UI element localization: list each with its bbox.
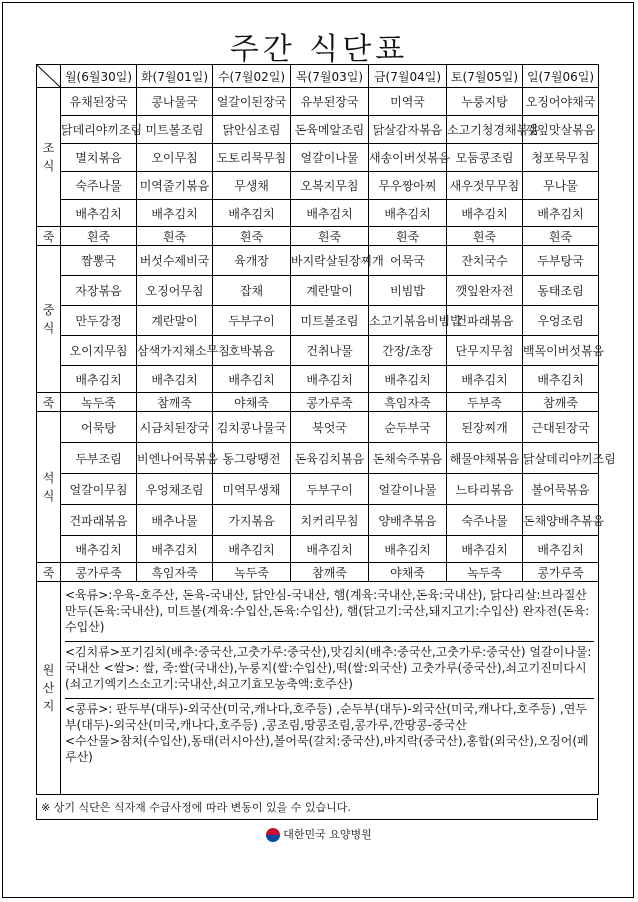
lunch-menu-item: 계란말이 [291, 276, 369, 306]
dinner-menu-item: 볼어묵볶음 [523, 474, 599, 505]
breakfast-menu-item: 미역국 [369, 88, 447, 116]
lunch-menu-item: 자장볶음 [61, 276, 137, 306]
dinner-row [37, 536, 599, 563]
breakfast-menu-item: 배추김치 [369, 200, 447, 227]
breakfast-menu-item: 닭데리야끼조림 [61, 116, 137, 144]
porridge-label: 죽 [37, 563, 61, 582]
meal-label-text: 조식 [42, 141, 55, 173]
dinner-porridge: 콩가루죽 [61, 563, 137, 582]
lunch-menu-item: 동태조림 [523, 276, 599, 306]
lunch-menu-item: 잔치국수 [447, 246, 523, 276]
lunch-menu-item: 배추김치 [291, 366, 369, 393]
dinner-menu-item: 배추김치 [447, 536, 523, 563]
breakfast-menu-item: 미역줄기볶음 [137, 172, 213, 200]
lunch-menu-item: 두부탕국 [523, 246, 599, 276]
dinner-menu-item: 배추나물 [137, 505, 213, 536]
lunch-row [37, 306, 599, 336]
dinner-menu-item: 건파래볶음 [61, 505, 137, 536]
breakfast-row [37, 144, 599, 172]
breakfast-menu-item: 깻잎맛살볶음 [523, 116, 599, 144]
lunch-menu-item: 깻잎완자전 [447, 276, 523, 306]
lunch-porridge: 흑임자죽 [369, 393, 447, 412]
notice-text: ※ 상기 식단은 식자재 수급사정에 따라 변동이 있을 수 있습니다. [36, 798, 598, 820]
dinner-menu-item: 돈채숙주볶음 [369, 443, 447, 474]
day-header: 금(7월04일) [369, 65, 447, 88]
breakfast-menu-item: 유채된장국 [61, 88, 137, 116]
origin-text: <김치류>포기김치(배추:중국산,고춧가루:중국산),맛김치(배추:중국산,고춧가루:중국산) 얼갈이나물:국내산 <쌀>: 쌀, 죽:쌀(국내산),누룽지(쌀:수입산),떡(쌀:외국산) 고춧가루(중국산),쇠고기진미다시(쇠고기엑기스소고기:국내산,쇠고기효모농축액:호주산) [65, 645, 592, 691]
dinner-menu-item: 두부구이 [291, 474, 369, 505]
lunch-menu-item: 우엉조림 [523, 306, 599, 336]
porridge-label: 죽 [37, 393, 61, 412]
lunch-menu-item: 간장/초장 [369, 336, 447, 366]
dinner-label [37, 412, 61, 563]
breakfast-menu-item: 닭안심조림 [213, 116, 291, 144]
dinner-menu-item: 배추김치 [61, 536, 137, 563]
breakfast-menu-item: 배추김치 [523, 200, 599, 227]
lunch-label [37, 246, 61, 393]
dinner-menu-item: 양배추볶음 [369, 505, 447, 536]
origin-meat [65, 585, 594, 642]
lunch-menu-item: 육개장 [213, 246, 291, 276]
breakfast-menu-item: 무나물 [523, 172, 599, 200]
breakfast-menu-item: 배추김치 [137, 200, 213, 227]
hospital-name: 대한민국 요양병원 [283, 828, 372, 841]
breakfast-menu-item: 소고기청경채볶음 [447, 116, 523, 144]
dinner-menu-item: 된장찌개 [447, 412, 523, 443]
dinner-menu-item: 배추김치 [291, 536, 369, 563]
dinner-menu-item: 순두부국 [369, 412, 447, 443]
dinner-menu-item: 비엔나어묵볶음 [137, 443, 213, 474]
breakfast-menu-item: 오이무침 [137, 144, 213, 172]
breakfast-menu-item: 누룽지탕 [447, 88, 523, 116]
dinner-porridge: 야채죽 [369, 563, 447, 582]
dinner-menu-item: 두부조림 [61, 443, 137, 474]
day-header: 월(6월30일) [61, 65, 137, 88]
lunch-menu-item: 짬뽕국 [61, 246, 137, 276]
breakfast-menu-item: 청포묵무침 [523, 144, 599, 172]
breakfast-row [37, 88, 599, 116]
lunch-menu-item: 두부구이 [213, 306, 291, 336]
dinner-menu-item: 배추김치 [523, 536, 599, 563]
lunch-menu-item: 건취나물 [291, 336, 369, 366]
lunch-menu-item: 백목이버섯볶음 [523, 336, 599, 366]
lunch-porridge: 두부죽 [447, 393, 523, 412]
breakfast-row [37, 200, 599, 227]
header-row [37, 65, 599, 88]
lunch-menu-item: 오징어무침 [137, 276, 213, 306]
lunch-menu-item: 버섯수제비국 [137, 246, 213, 276]
lunch-porridge: 참깨죽 [523, 393, 599, 412]
dinner-menu-item: 얼갈이무침 [61, 474, 137, 505]
breakfast-porridge: 흰죽 [137, 227, 213, 246]
breakfast-label [37, 88, 61, 227]
day-header: 일(7월06일) [523, 65, 599, 88]
dinner-menu-item: 얼갈이나물 [369, 474, 447, 505]
dinner-menu-item: 치커리무침 [291, 505, 369, 536]
breakfast-menu-item: 배추김치 [61, 200, 137, 227]
dinner-menu-item: 어묵탕 [61, 412, 137, 443]
breakfast-menu-item: 배추김치 [213, 200, 291, 227]
dinner-menu-item: 북엇국 [291, 412, 369, 443]
lunch-porridge-row [37, 393, 599, 412]
dinner-menu-item: 우엉채조림 [137, 474, 213, 505]
dinner-menu-item: 미역무생채 [213, 474, 291, 505]
breakfast-porridge: 흰죽 [213, 227, 291, 246]
lunch-menu-item: 계란말이 [137, 306, 213, 336]
breakfast-menu-item: 오복지무침 [291, 172, 369, 200]
dinner-menu-item: 배추김치 [369, 536, 447, 563]
page-title: 주간 식단표 [229, 32, 409, 67]
lunch-porridge: 녹두죽 [61, 393, 137, 412]
lunch-porridge: 참깨죽 [137, 393, 213, 412]
day-header: 목(7월03일) [291, 65, 369, 88]
lunch-menu-item: 배추김치 [523, 366, 599, 393]
dinner-row [37, 443, 599, 474]
lunch-porridge: 야채죽 [213, 393, 291, 412]
breakfast-menu-item: 도토리묵무침 [213, 144, 291, 172]
breakfast-menu-item: 숙주나물 [61, 172, 137, 200]
meal-label-text: 중식 [42, 303, 55, 335]
breakfast-porridge: 흰죽 [369, 227, 447, 246]
lunch-menu-item: 배추김치 [61, 366, 137, 393]
dinner-menu-item: 닭살데리야끼조림 [523, 443, 599, 474]
dinner-porridge-row [37, 563, 599, 582]
breakfast-row [37, 172, 599, 200]
dinner-menu-item: 배추김치 [137, 536, 213, 563]
lunch-menu-item: 미트볼조림 [291, 306, 369, 336]
lunch-menu-item: 어묵국 [369, 246, 447, 276]
lunch-row [37, 366, 599, 393]
dinner-porridge: 흑임자죽 [137, 563, 213, 582]
breakfast-menu-item: 새송이버섯볶음 [369, 144, 447, 172]
lunch-menu-item: 잡채 [213, 276, 291, 306]
dinner-menu-item: 느타리볶음 [447, 474, 523, 505]
origin-info [61, 582, 599, 795]
breakfast-menu-item: 얼갈이나물 [291, 144, 369, 172]
breakfast-row [37, 116, 599, 144]
menu-table [36, 64, 616, 795]
breakfast-menu-item: 돈육메알조림 [291, 116, 369, 144]
dinner-menu-item: 배추김치 [213, 536, 291, 563]
origin-kimchi-rice [65, 642, 594, 699]
lunch-menu-item: 배추김치 [213, 366, 291, 393]
day-header: 토(7월05일) [447, 65, 523, 88]
dinner-menu-item: 숙주나물 [447, 505, 523, 536]
lunch-row [37, 336, 599, 366]
dinner-row [37, 505, 599, 536]
corner-cell [37, 65, 61, 88]
day-header: 수(7월02일) [213, 65, 291, 88]
dinner-menu-item: 동그랑땡전 [213, 443, 291, 474]
origin-beans-seafood [65, 699, 594, 771]
lunch-menu-item: 오이지무침 [61, 336, 137, 366]
dinner-porridge: 참깨죽 [291, 563, 369, 582]
dinner-row [37, 474, 599, 505]
breakfast-menu-item: 닭살감자볶음 [369, 116, 447, 144]
dinner-row [37, 412, 599, 443]
breakfast-menu-item: 콩나물국 [137, 88, 213, 116]
lunch-porridge: 콩가루죽 [291, 393, 369, 412]
dinner-menu-item: 돈육김치볶음 [291, 443, 369, 474]
breakfast-porridge: 흰죽 [61, 227, 137, 246]
dinner-menu-item: 시금치된장국 [137, 412, 213, 443]
breakfast-menu-item: 배추김치 [291, 200, 369, 227]
lunch-menu-item: 삼색가지채소무침 [137, 336, 213, 366]
dinner-porridge: 녹두죽 [213, 563, 291, 582]
origin-text: <육류>:우육-호주산, 돈육-국내산, 닭안심-국내산, 햄(계육:국내산,돈육:국내산), 닭다리살:브라질산 만두(돈육:국내산), 미트볼(계육:수입산,돈육:수입산), 햄(닭고기:국산,돼지고기:수입산) 완자전(돈육:수입산) [65, 588, 590, 634]
porridge-label: 죽 [37, 227, 61, 246]
origin-row [37, 582, 599, 795]
breakfast-porridge: 흰죽 [523, 227, 599, 246]
breakfast-menu-item: 멸치볶음 [61, 144, 137, 172]
lunch-row [37, 246, 599, 276]
dinner-menu-item: 근대된장국 [523, 412, 599, 443]
breakfast-menu-item: 오징어야채국 [523, 88, 599, 116]
breakfast-menu-item: 미트볼조림 [137, 116, 213, 144]
breakfast-menu-item: 모둠콩조림 [447, 144, 523, 172]
origin-seafood-text: <수산물>참치(수입산),동태(러시아산),볼어묵(갈치:중국산),바지락(중국산),홍합(외국산),오징어(페루산) [65, 734, 589, 764]
lunch-menu-item: 호박볶음 [213, 336, 291, 366]
breakfast-menu-item: 배추김치 [447, 200, 523, 227]
breakfast-menu-item: 얼갈이된장국 [213, 88, 291, 116]
lunch-menu-item: 단무지무침 [447, 336, 523, 366]
hospital-logo-icon [266, 828, 280, 842]
origin-text: <콩류>: 판두부(대두)-외국산(미국,캐나다,호주등) ,순두부(대두)-외국산(미국,캐나다,호주등) ,연두부(대두)-외국산(미국,캐나다,호주등) ,콩조림,땅콩조림,콩가루,깐땅콩-중국산 [65, 702, 587, 732]
lunch-menu-item: 배추김치 [369, 366, 447, 393]
origin-label [37, 582, 61, 795]
lunch-menu-item: 만두강정 [61, 306, 137, 336]
breakfast-menu-item: 유부된장국 [291, 88, 369, 116]
lunch-menu-item: 건파래볶음 [447, 306, 523, 336]
lunch-menu-item: 배추김치 [137, 366, 213, 393]
dinner-menu-item: 해물야채볶음 [447, 443, 523, 474]
breakfast-porridge-row [37, 227, 599, 246]
breakfast-menu-item: 무우짱아찌 [369, 172, 447, 200]
breakfast-porridge: 흰죽 [291, 227, 369, 246]
breakfast-menu-item: 무생채 [213, 172, 291, 200]
breakfast-menu-item: 새우젓무무침 [447, 172, 523, 200]
hospital-footer [0, 826, 638, 842]
dinner-menu-item: 김치콩나물국 [213, 412, 291, 443]
breakfast-porridge: 흰죽 [447, 227, 523, 246]
lunch-row [37, 276, 599, 306]
dinner-porridge: 콩가루죽 [523, 563, 599, 582]
meal-label-text: 석식 [42, 471, 55, 503]
lunch-menu-item: 바지락살된장찌개 [291, 246, 369, 276]
lunch-menu-item: 배추김치 [447, 366, 523, 393]
day-header: 화(7월01일) [137, 65, 213, 88]
dinner-menu-item: 가지볶음 [213, 505, 291, 536]
dinner-porridge: 녹두죽 [447, 563, 523, 582]
lunch-menu-item: 소고기볶음비빔밥 [369, 306, 447, 336]
dinner-menu-item: 돈채양배추볶음 [523, 505, 599, 536]
lunch-menu-item: 비빔밥 [369, 276, 447, 306]
origin-label-text: 원산지 [42, 663, 55, 713]
